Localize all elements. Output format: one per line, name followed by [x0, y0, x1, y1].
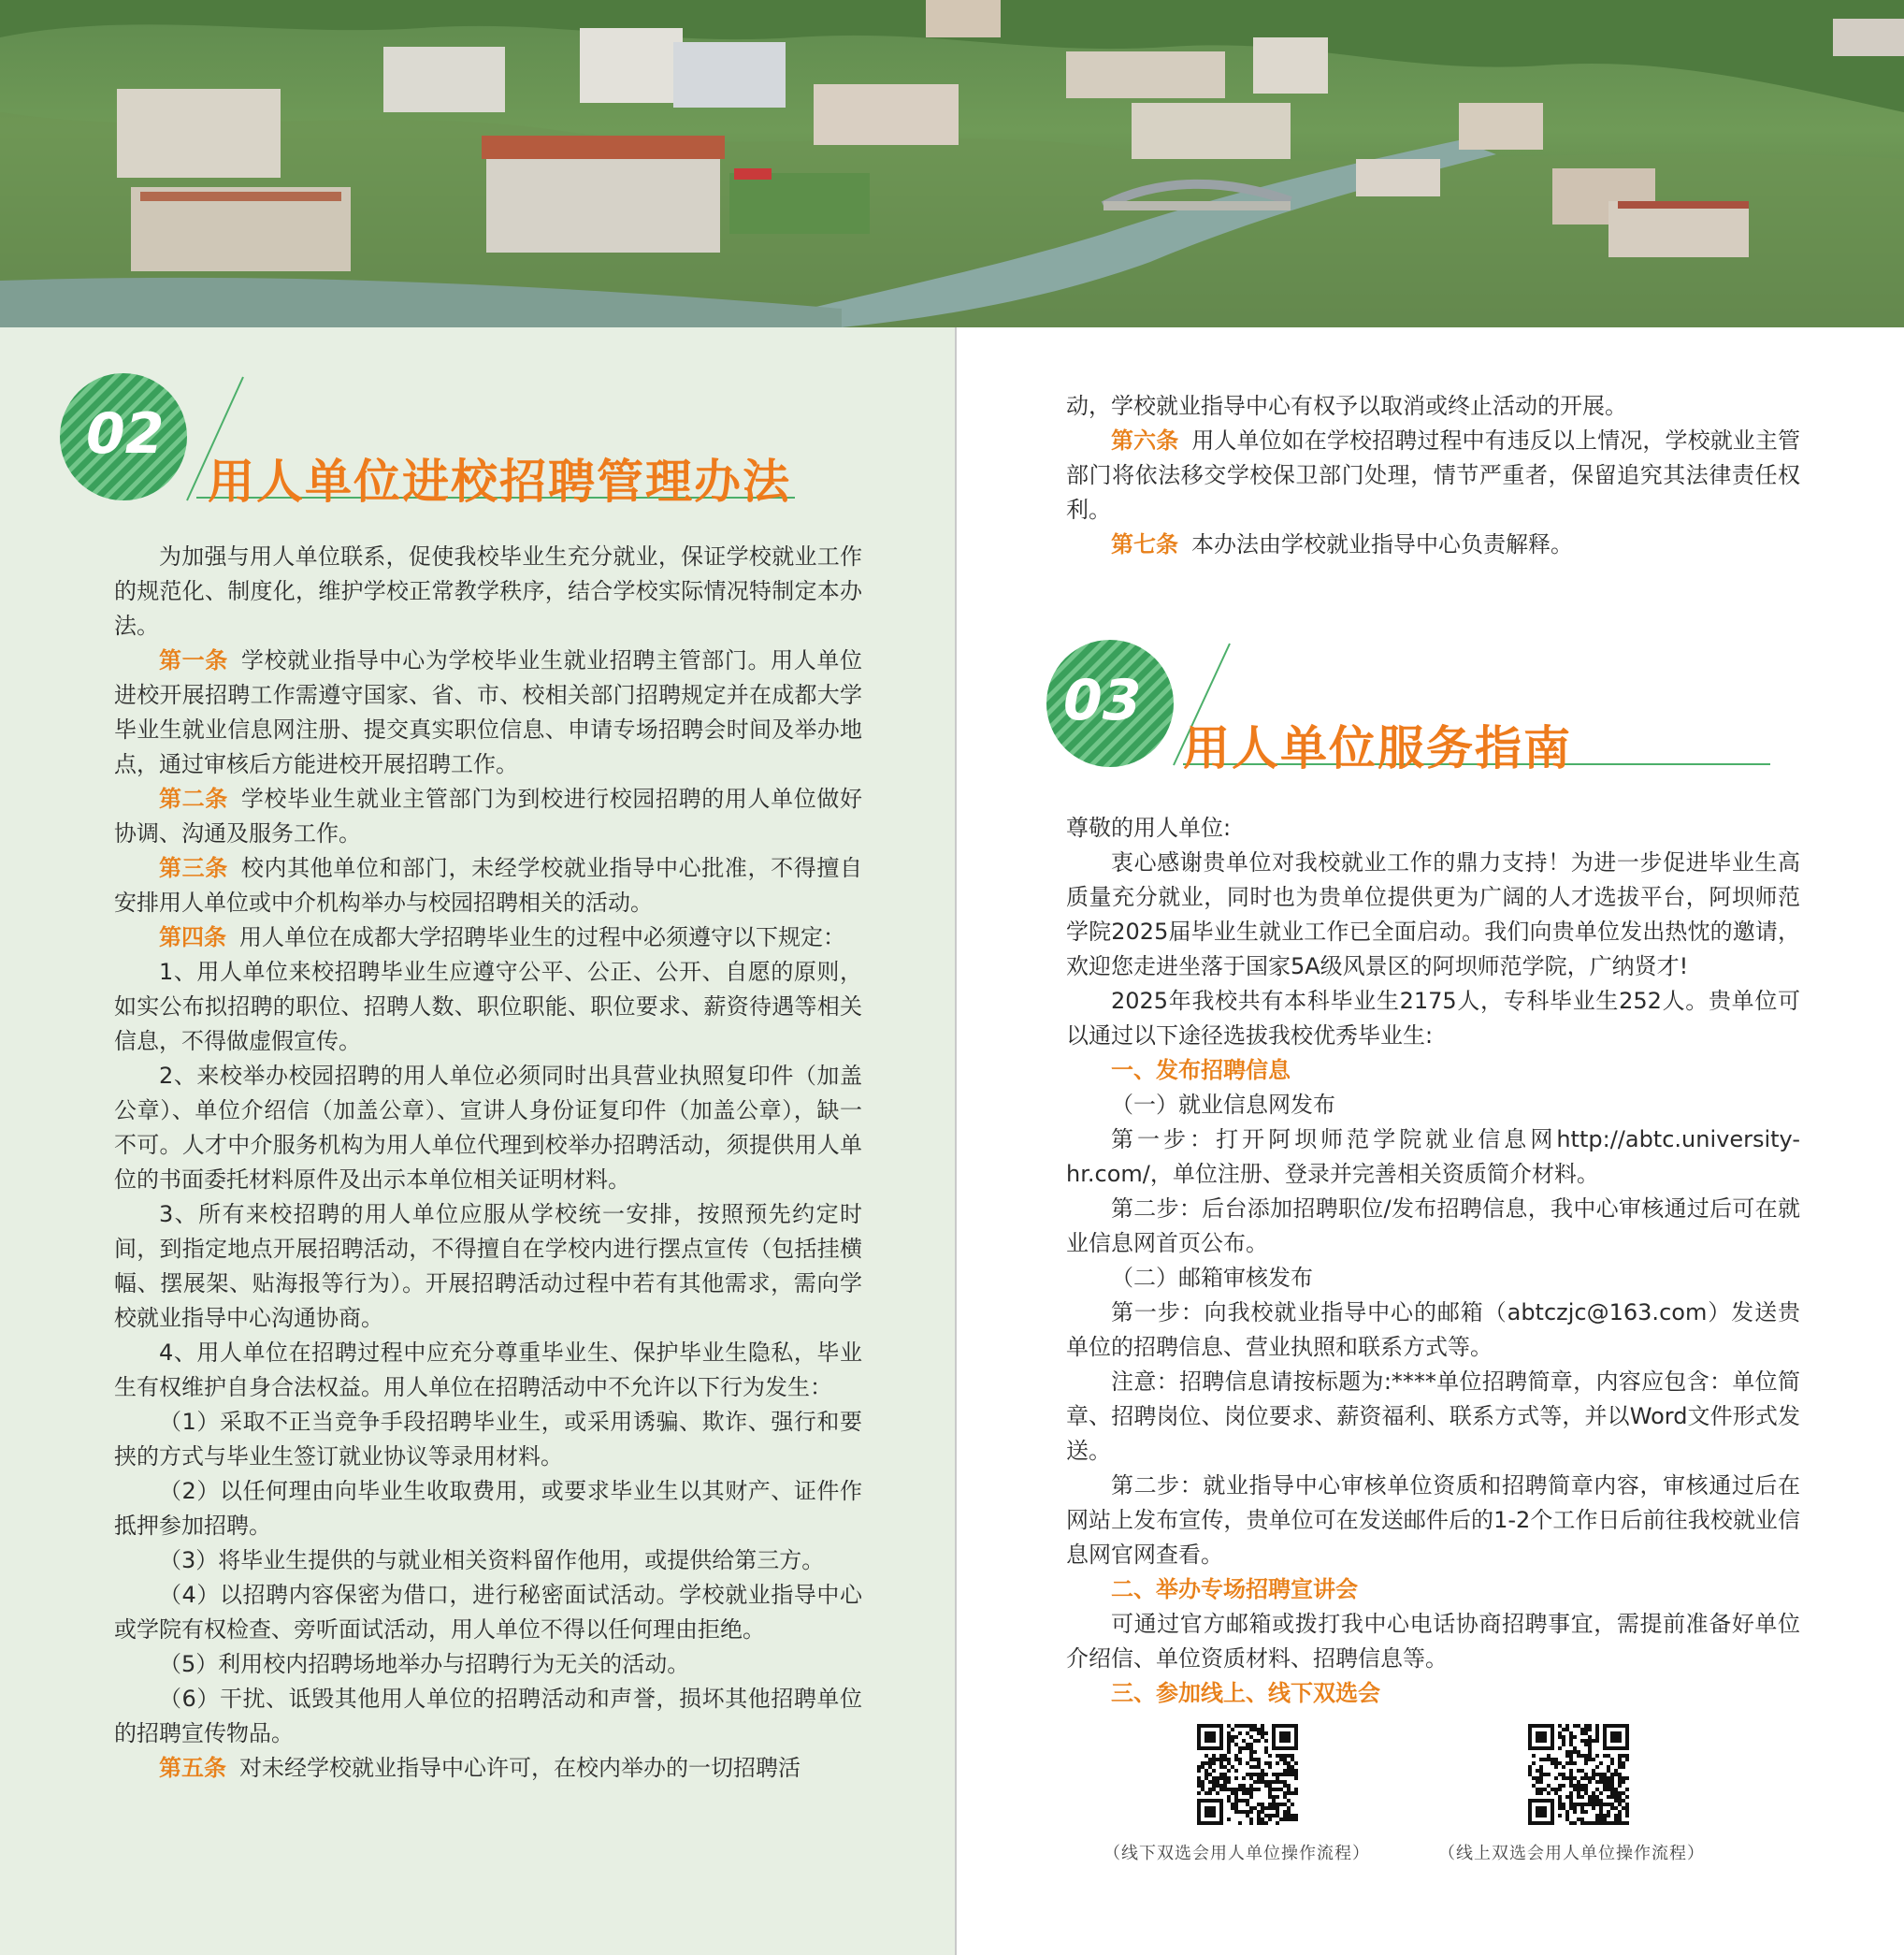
section-03-title: 用人单位服务指南: [1183, 721, 1572, 775]
section-03-body: [1066, 811, 1800, 1711]
article-4-sub-3: （3）将毕业生提供的与就业相关资料留作他用，或提供给第三方。: [159, 1547, 825, 1573]
guide-sub-heading-1b: （二）邮箱审核发布: [1111, 1265, 1313, 1291]
article-4-sub-4: （4）以招聘内容保密为借口，进行秘密面试活动。学校就业指导中心或学院有权检查、旁听面试活动，用人单位不得以任何理由拒绝。: [114, 1582, 862, 1643]
guide-step-1b-2: 第二步：就业指导中心审核单位资质和招聘简章内容，审核通过后在网站上发布宣传，贵单位可在发送邮件后的1-2个工作日后前往我校就业信息网官网查看。: [1066, 1472, 1800, 1568]
article-1-label: 第一条: [159, 647, 228, 673]
section-02-number: 02: [86, 401, 165, 467]
article-4-sub-2: （2）以任何理由向毕业生收取费用，或要求毕业生以其财产、证件作抵押参加招聘。: [114, 1478, 862, 1539]
article-6: [1066, 424, 1800, 528]
article-4-sub-6: （6）干扰、诋毁其他用人单位的招聘活动和声誉，损坏其他招聘单位的招聘宣传物品。: [114, 1686, 862, 1746]
section-03-heading: [1043, 636, 1791, 776]
article-2: [114, 782, 862, 851]
article-4-item-3: 3、所有来校招聘的用人单位应服从学校统一安排，按照预先约定时间，到指定地点开展招聘活动，不得擅自在学校内进行摆点宣传（包括挂横幅、摆展架、贴海报等行为）。开展招聘活动过程中若有其他需求，需向学校就业指导中心沟通协商。: [114, 1201, 862, 1331]
article-5-text: 对未经学校就业指导中心许可，在校内举办的一切招聘活: [239, 1755, 801, 1781]
article-3: [114, 851, 862, 920]
qr-pattern: [1197, 1724, 1298, 1825]
guide-step-1a-2: 第二步：后台添加招聘职位/发布招聘信息，我中心审核通过后可在就业信息网首页公布。: [1066, 1195, 1800, 1256]
intro-paragraph: 为加强与用人单位联系，促使我校毕业生充分就业，保证学校就业工作的规范化、制度化，维护学校正常教学秩序，结合学校实际情况特制定本办法。: [114, 543, 862, 639]
guide-note: 注意：招聘信息请按标题为:****单位招聘简章，内容应包含：单位简章、招聘岗位、岗位要求、薪资福利、联系方式等，并以Word文件形式发送。: [1066, 1368, 1800, 1464]
article-4-text: 用人单位在成都大学招聘毕业生的过程中必须遵守以下规定：: [239, 924, 845, 950]
article-1-text: 学校就业指导中心为学校毕业生就业招聘主管部门。用人单位进校开展招聘工作需遵守国家、省、市、校相关部门招聘规定并在成都大学毕业生就业信息网注册、提交真实职位信息、申请专场招聘会时间及举办地点，通过审核后方能进校开展招聘工作。: [114, 647, 863, 777]
guide-sub-heading-1a: （一）就业信息网发布: [1111, 1092, 1335, 1118]
article-4: [114, 920, 862, 955]
article-5: [114, 1751, 862, 1786]
article-6-text: 用人单位如在学校招聘过程中有违反以上情况，学校就业主管部门将依法移交学校保卫部门处理，情节严重者，保留追究其法律责任权利。: [1066, 427, 1801, 523]
guide-heading-2: 二、举办专场招聘宣讲会: [1111, 1576, 1358, 1602]
article-4-item-1: 1、用人单位来校招聘毕业生应遵守公平、公正、公开、自愿的原则，如实公布拟招聘的职位、招聘人数、职位职能、职位要求、薪资待遇等相关信息，不得做虚假宣传。: [114, 959, 862, 1054]
article-4-sub-1: （1）采取不正当竞争手段招聘毕业生，或采用诱骗、欺诈、强行和要挟的方式与毕业生签订就业协议等录用材料。: [114, 1409, 862, 1470]
article-5-label: 第五条: [159, 1755, 226, 1781]
article-4-item-4: 4、用人单位在招聘过程中应充分尊重毕业生、保护毕业生隐私，毕业生有权维护自身合法权益。用人单位在招聘活动中不允许以下行为发生：: [114, 1340, 862, 1400]
article-3-label: 第三条: [159, 855, 228, 881]
article-1: [114, 644, 862, 782]
section-02-body: [114, 540, 862, 1786]
article-7-text: 本办法由学校就业指导中心负责解释。: [1191, 531, 1573, 558]
article-7-label: 第七条: [1111, 531, 1178, 558]
section-02-continued: [1066, 389, 1800, 562]
qr-code-offline-fair[interactable]: [1197, 1724, 1298, 1825]
article-4-label: 第四条: [159, 924, 226, 950]
qr-pattern: [1528, 1724, 1629, 1825]
guide-heading-3: 三、参加线上、线下双选会: [1111, 1680, 1380, 1706]
guide-step-1b-1: 第一步：向我校就业指导中心的邮箱（abtczjc@163.com）发送贵单位的招聘信息、营业执照和联系方式等。: [1066, 1299, 1800, 1360]
section-03-number: 03: [1063, 668, 1142, 733]
guide-paragraph-1: 衷心感谢贵单位对我校就业工作的鼎力支持！为进一步促进毕业生高质量充分就业，同时也为贵单位提供更为广阔的人才选拔平台，阿坝师范学院2025届毕业生就业工作已全面启动。我们向贵单位发出热忱的邀请，欢迎您走进坐落于国家5A级风景区的阿坝师范学院，广纳贤才!: [1066, 849, 1800, 979]
qr-caption-offline: （线下双选会用人单位操作流程）: [1103, 1844, 1370, 1863]
article-2-label: 第二条: [159, 786, 228, 812]
article-2-text: 学校毕业生就业主管部门为到校进行校园招聘的用人单位做好协调、沟通及服务工作。: [114, 786, 863, 847]
guide-step-1a-1: 第一步：打开阿坝师范学院就业信息网http://abtc.university-hr.com/，单位注册、登录并完善相关资质简介材料。: [1066, 1126, 1800, 1187]
qr-caption-online: （线上双选会用人单位操作流程）: [1438, 1844, 1705, 1863]
campus-illustration: [0, 0, 1904, 327]
guide-heading-2-text: 可通过官方邮箱或拨打我中心电话协商招聘事宜，需提前准备好单位介绍信、单位资质材料、招聘信息等。: [1066, 1611, 1800, 1672]
article-4-item-2: 2、来校举办校园招聘的用人单位必须同时出具营业执照复印件（加盖公章）、单位介绍信（加盖公章）、宣讲人身份证复印件（加盖公章），缺一不可。人才中介服务机构为用人单位代理到校举办招聘活动，须提供用人单位的书面委托材料原件及出示本单位相关证明材料。: [114, 1063, 862, 1193]
section-02-title: 用人单位进校招聘管理办法: [208, 455, 791, 509]
section-02-heading: [56, 369, 898, 510]
guide-heading-1: 一、发布招聘信息: [1111, 1057, 1291, 1083]
article-3-text: 校内其他单位和部门，未经学校就业指导中心批准，不得擅自安排用人单位或中介机构举办与校园招聘相关的活动。: [114, 855, 863, 916]
article-6-label: 第六条: [1111, 427, 1179, 454]
qr-code-online-fair[interactable]: [1528, 1724, 1629, 1825]
campus-banner-photo: [0, 0, 1904, 327]
article-5-continued: 动，学校就业指导中心有权予以取消或终止活动的开展。: [1066, 393, 1627, 419]
greeting: 尊敬的用人单位:: [1066, 815, 1232, 841]
article-7: [1066, 528, 1800, 562]
article-4-sub-5: （5）利用校内招聘场地举办与招聘行为无关的活动。: [159, 1651, 690, 1677]
guide-paragraph-2: 2025年我校共有本科毕业生2175人，专科毕业生252人。贵单位可以通过以下途径选拔我校优秀毕业生:: [1066, 988, 1800, 1049]
